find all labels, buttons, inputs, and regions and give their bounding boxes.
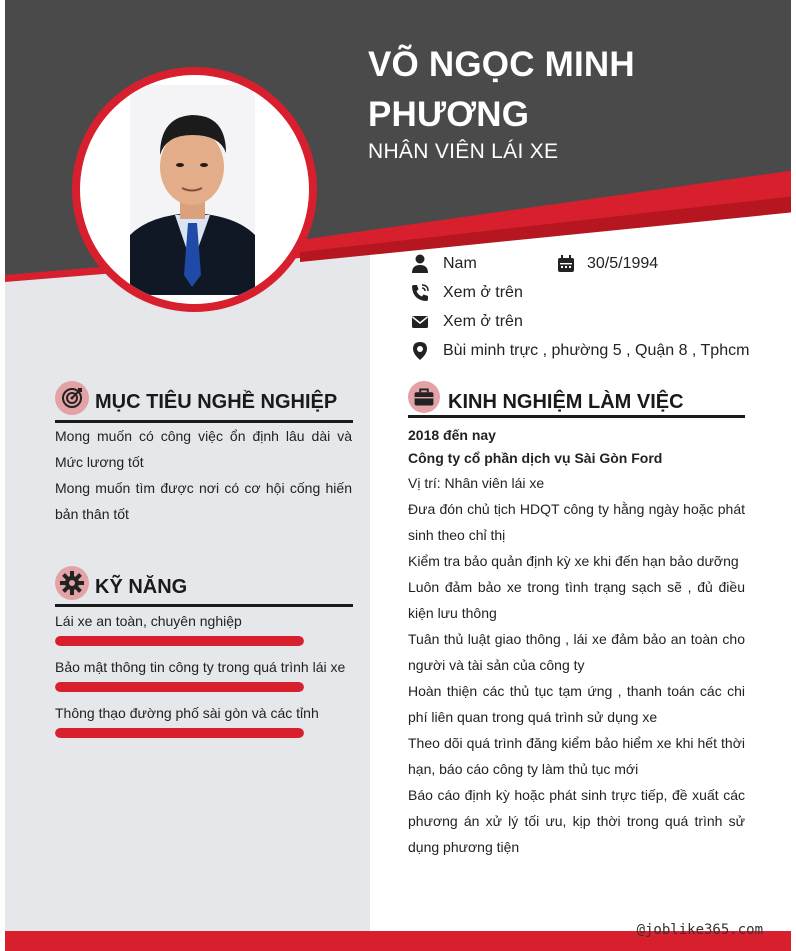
avatar xyxy=(80,75,309,304)
phone-value: Xem ở trên xyxy=(443,284,523,301)
address-value: Bùi minh trực , phường 5 , Quận 8 , Tphcm xyxy=(443,342,750,359)
target-icon xyxy=(55,381,89,415)
objective-heading: MỤC TIÊU NGHỀ NGHIỆP xyxy=(95,391,338,413)
skill-bar xyxy=(55,636,304,646)
objective-header xyxy=(55,381,355,421)
watermark: @joblike365.com xyxy=(636,922,763,938)
skill-bar-fill xyxy=(55,636,304,646)
skill-bar xyxy=(55,682,304,692)
duty-item: Tuân thủ luật giao thông , lái xe đảm bảo an toàn cho người và tài sản của công ty xyxy=(408,631,745,673)
portrait-photo xyxy=(80,75,309,304)
job-title: NHÂN VIÊN LÁI XE xyxy=(368,140,559,163)
skill-bar-fill xyxy=(55,682,304,692)
candidate-name xyxy=(368,40,768,140)
duty-item: Luôn đảm bảo xe trong tình trạng sạch sẽ , đủ điều kiện lưu thông xyxy=(408,579,745,621)
skill-label: Bảo mật thông tin công ty trong quá trình lái xe xyxy=(55,659,346,675)
name-line-2: PHƯƠNG xyxy=(368,95,530,134)
birthday-value: 30/5/1994 xyxy=(587,255,659,272)
skill-bar-fill xyxy=(55,728,304,738)
experience-heading: KINH NGHIỆM LÀM VIỆC xyxy=(448,391,684,413)
phone-icon xyxy=(410,283,430,303)
duty-item: Báo cáo định kỳ hoặc phát sinh trực tiếp, đề xuất các phương án xử lý tối ưu, kịp thời trong quá trình sử dụng phương tiện xyxy=(408,787,745,855)
objective-text: Mong muốn có công việc ổn định lâu dài và Mức lương tốt xyxy=(55,428,352,470)
calendar-icon xyxy=(556,254,576,274)
experience-divider xyxy=(408,415,745,418)
name-line-1: VÕ NGỌC MINH xyxy=(368,45,635,84)
experience-period: 2018 đến nay xyxy=(408,427,496,443)
person-icon xyxy=(410,254,430,274)
gear-icon xyxy=(55,566,89,600)
experience-position: Vị trí: Nhân viên lái xe xyxy=(408,475,545,491)
email-value: Xem ở trên xyxy=(443,313,523,330)
duty-item: Kiểm tra bảo quản định kỳ xe khi đến hạn bảo dưỡng xyxy=(408,553,739,569)
experience-company: Công ty cổ phần dịch vụ Sài Gòn Ford xyxy=(408,450,663,466)
duty-item: Theo dõi quá trình đăng kiểm bảo hiểm xe khi hết thời hạn, báo cáo công ty làm thủ tục mới xyxy=(408,735,745,777)
briefcase-icon xyxy=(408,381,440,413)
skills-header xyxy=(55,566,355,606)
gender-value: Nam xyxy=(443,255,477,272)
skill-label: Lái xe an toàn, chuyên nghiệp xyxy=(55,613,242,629)
location-pin-icon xyxy=(410,341,430,361)
envelope-icon xyxy=(410,312,430,332)
skills-heading: KỸ NĂNG xyxy=(95,576,188,598)
duty-item: Đưa đón chủ tịch HDQT công ty hằng ngày hoặc phát sinh theo chỉ thị xyxy=(408,501,745,543)
objective-text-2: Mong muốn tìm được nơi có cơ hội cống hiến bản thân tốt xyxy=(55,480,352,522)
duty-item: Hoàn thiện các thủ tục tạm ứng , thanh toán các chi phí liên quan trong quá trình sử dụng xe xyxy=(408,683,745,725)
skill-label: Thông thạo đường phố sài gòn và các tỉnh xyxy=(55,705,319,721)
skill-bar xyxy=(55,728,304,738)
skills-divider xyxy=(55,604,353,607)
